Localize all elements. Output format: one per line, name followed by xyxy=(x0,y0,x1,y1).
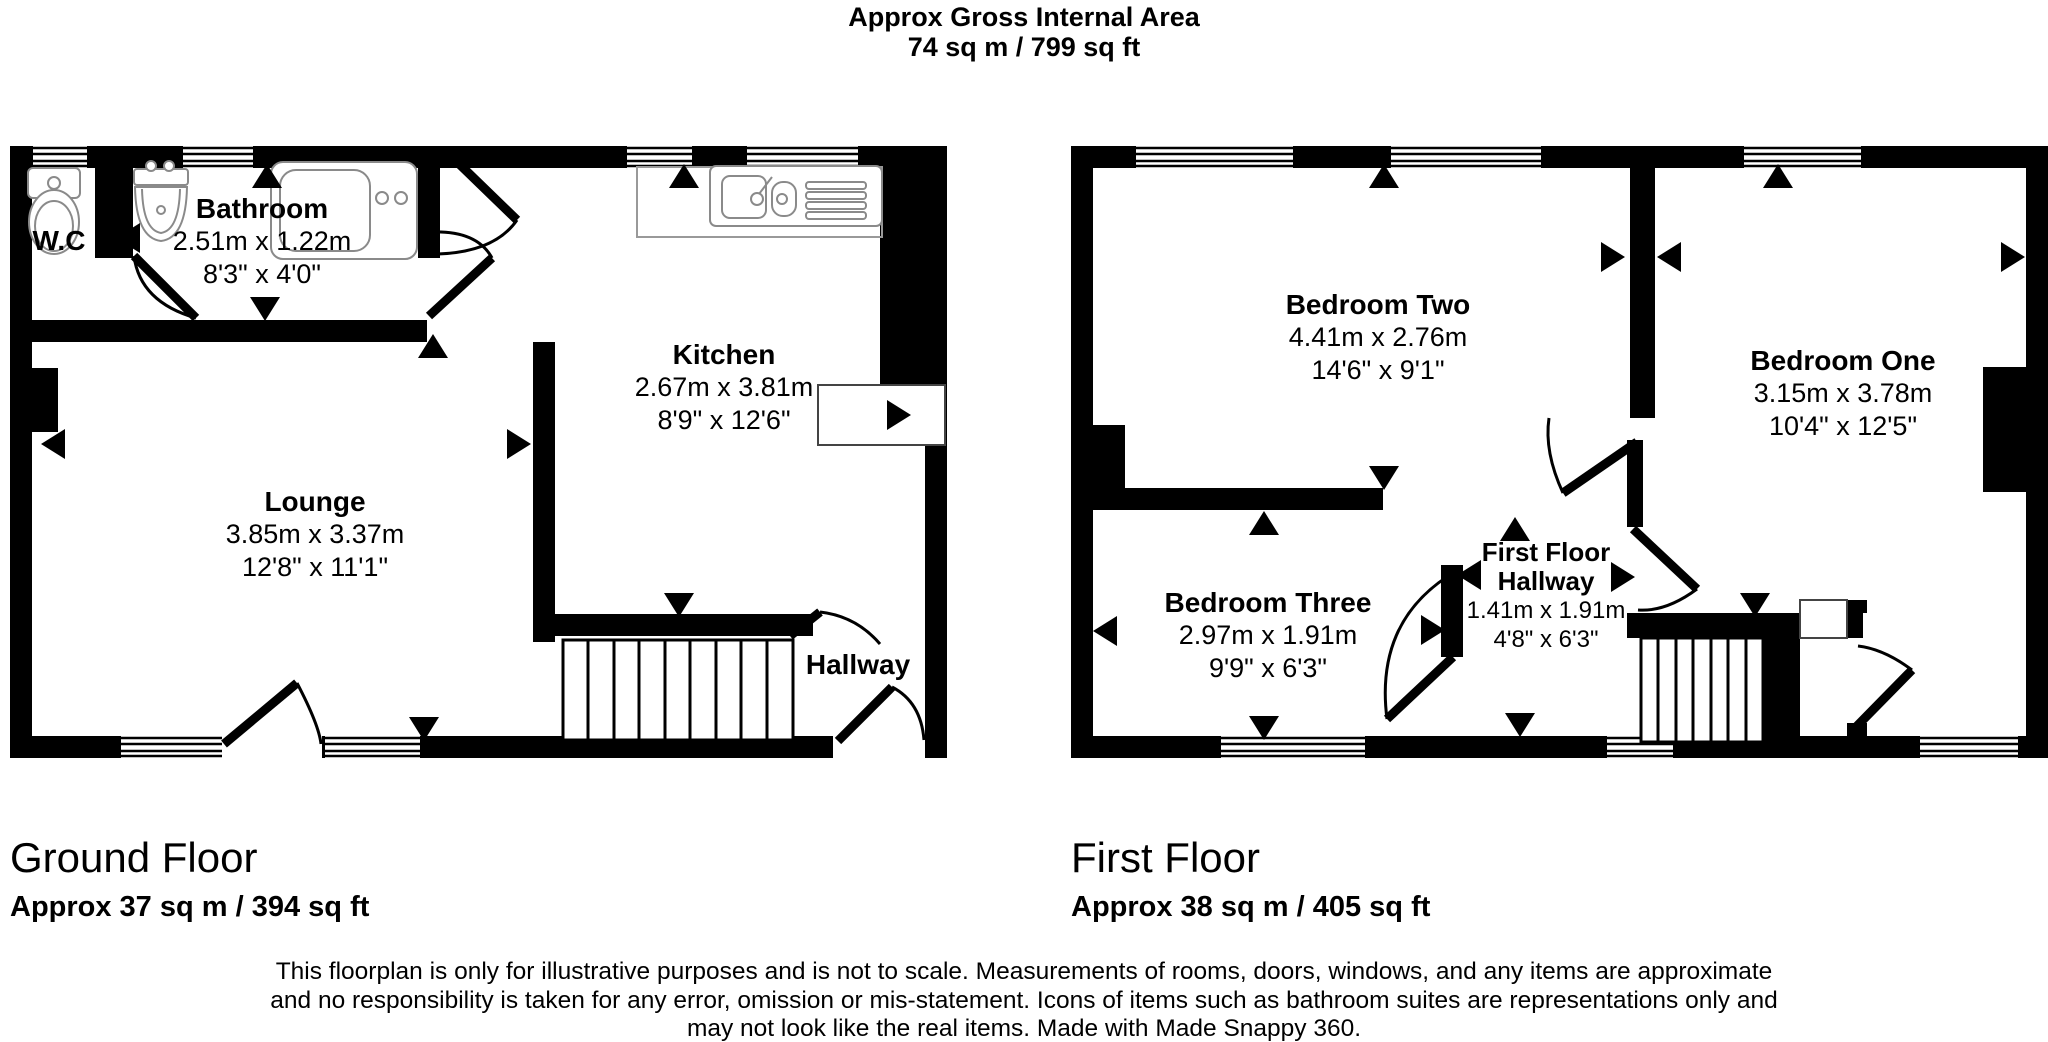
disclaimer xyxy=(0,958,2048,1042)
window xyxy=(1391,146,1541,168)
room-name: Bedroom One xyxy=(1750,345,1936,376)
wall-segment xyxy=(1847,600,1867,613)
room-label-bedroom-two xyxy=(1208,288,1548,387)
room-name: Hallway xyxy=(1497,566,1595,596)
landing-step xyxy=(1800,600,1847,638)
direction-arrow-down xyxy=(250,297,280,321)
door xyxy=(1548,418,1637,493)
room-label-kitchen xyxy=(564,338,884,437)
door xyxy=(438,157,517,254)
room-label-first-floor-hallway xyxy=(1446,538,1646,654)
room-imperial: 8'3" x 4'0" xyxy=(202,259,322,289)
direction-arrow-left xyxy=(41,429,65,459)
room-name: W.C xyxy=(32,225,86,256)
window xyxy=(1221,736,1365,758)
room-name: Bathroom xyxy=(195,193,329,224)
room-name: Kitchen xyxy=(672,339,776,370)
direction-arrow-down xyxy=(1369,466,1399,490)
floor-area: Approx 38 sq m / 405 sq ft xyxy=(1071,891,1431,923)
room-metric: 4.41m x 2.76m xyxy=(1288,322,1468,352)
room-imperial: 4'8" x 6'3" xyxy=(1493,626,1599,653)
wall-segment xyxy=(533,614,813,636)
window xyxy=(627,146,692,168)
floor-area: Approx 37 sq m / 394 sq ft xyxy=(10,891,370,923)
first-floor-caption xyxy=(1071,835,1430,924)
room-label-bedroom-three xyxy=(1088,586,1448,685)
room-name: Bedroom Three xyxy=(1164,587,1372,618)
window xyxy=(183,146,253,168)
floor-name: First Floor xyxy=(1071,834,1260,881)
wall-segment xyxy=(10,320,427,342)
window xyxy=(33,146,87,168)
direction-arrow-up xyxy=(1249,511,1279,535)
room-imperial: 9'9" x 6'3" xyxy=(1208,653,1328,683)
disclaimer-line: may not look like the real items. Made with Made Snappy 360. xyxy=(686,1015,1362,1042)
room-name: Lounge xyxy=(264,486,366,517)
floor-name: Ground Floor xyxy=(10,834,258,881)
wall-segment xyxy=(880,146,947,388)
ground-floor-caption xyxy=(10,835,369,924)
wall-segment xyxy=(418,146,440,258)
wall-segment xyxy=(1763,638,1800,742)
door xyxy=(838,687,924,741)
window xyxy=(325,736,420,758)
wall-segment xyxy=(1630,146,1655,418)
gross-area-value: 74 sq m / 799 sq ft xyxy=(907,32,1141,62)
room-name: Hallway xyxy=(805,649,911,680)
room-label-lounge xyxy=(155,485,475,584)
direction-arrow-down xyxy=(664,593,694,617)
direction-arrow-left xyxy=(1657,242,1681,272)
direction-arrow-right xyxy=(1601,242,1625,272)
window xyxy=(121,736,222,758)
room-metric: 3.85m x 3.37m xyxy=(225,519,405,549)
room-metric: 2.97m x 1.91m xyxy=(1178,620,1358,650)
window xyxy=(1744,146,1861,168)
kitchen-sink-icon xyxy=(710,166,882,226)
door xyxy=(1857,646,1912,726)
window xyxy=(1136,146,1293,168)
room-metric: 2.67m x 3.81m xyxy=(634,372,814,402)
room-label-bathroom xyxy=(132,192,392,291)
room-imperial: 14'6" x 9'1" xyxy=(1311,355,1445,385)
room-metric: 1.41m x 1.91m xyxy=(1466,597,1626,624)
room-name: Bedroom Two xyxy=(1285,289,1471,320)
room-imperial: 12'8" x 11'1" xyxy=(241,552,389,582)
direction-arrow-right xyxy=(2001,242,2025,272)
room-label-bedroom-one xyxy=(1673,344,2013,443)
window xyxy=(747,146,858,168)
disclaimer-line: and no responsibility is taken for any error, omission or mis-statement. Icons of items such as bathroom suites are representations only and xyxy=(270,986,1778,1014)
room-metric: 2.51m x 1.22m xyxy=(172,226,352,256)
room-label-hallway xyxy=(793,648,923,681)
wall-segment xyxy=(1627,440,1643,527)
wall-segment xyxy=(1071,488,1383,510)
room-name: First Floor xyxy=(1481,537,1611,567)
window xyxy=(1920,736,2018,758)
chimney-breast xyxy=(10,368,58,432)
direction-arrow-down xyxy=(1505,713,1535,737)
gross-area-title: Approx Gross Internal Area xyxy=(848,2,1200,32)
direction-arrow-right xyxy=(507,429,531,459)
room-imperial: 10'4" x 12'5" xyxy=(1768,411,1918,441)
room-imperial: 8'9" x 12'6" xyxy=(657,405,791,435)
wall-segment xyxy=(1071,736,2048,758)
room-metric: 3.15m x 3.78m xyxy=(1753,378,1933,408)
stairs-ground xyxy=(563,640,793,740)
room-label-wc xyxy=(14,224,104,257)
wall-segment xyxy=(533,342,555,642)
stairs-first xyxy=(1641,638,1763,742)
disclaimer-line: This floorplan is only for illustrative purposes and is not to scale. Measurements of rooms, doors, windows, and any items are approximate xyxy=(275,958,1773,985)
